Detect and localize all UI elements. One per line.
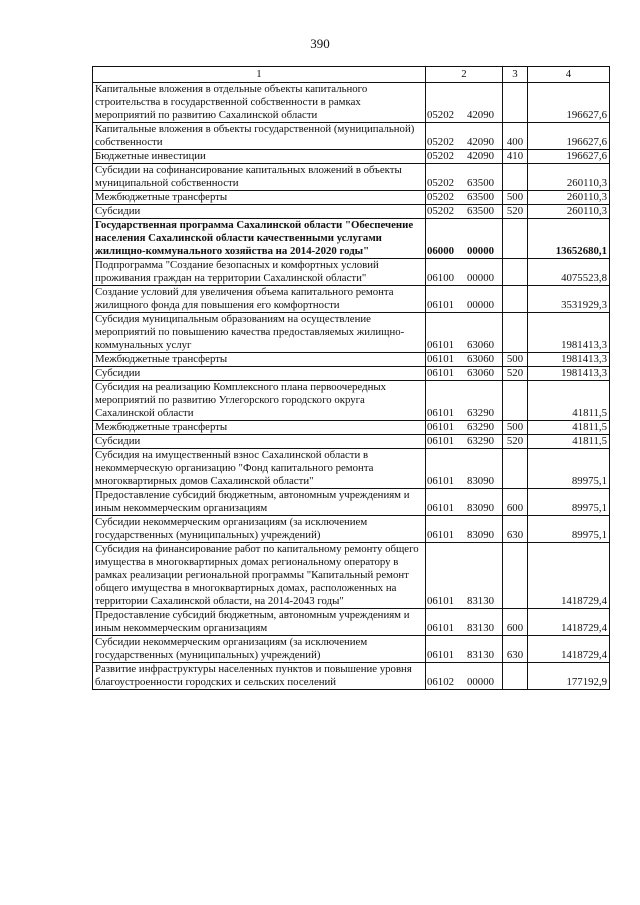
row-expense-type: 630 xyxy=(503,636,528,663)
row-program-code: 06101 xyxy=(427,339,454,351)
row-program-code: 06101 xyxy=(427,595,454,607)
row-name: Развитие инфраструктуры населенных пунктов и повышение уровня благоустроенности городских и сельских поселений xyxy=(93,663,426,690)
row-direction-code: 63500 xyxy=(467,191,494,203)
row-code-cell xyxy=(426,367,503,381)
row-code-cell xyxy=(426,421,503,435)
row-amount: 41811,5 xyxy=(528,421,610,435)
row-direction-code: 63290 xyxy=(467,421,494,433)
row-code-cell xyxy=(426,83,503,123)
row-direction-code: 83130 xyxy=(467,622,494,634)
table-row xyxy=(93,381,610,421)
row-name: Субсидия на финансирование работ по капитальному ремонту общего имущества в многоквартирных домах региональному оператору в рамках реализации региональной программы "Капитальный ремонт общего имущества в многоквартирных домах, расположенных на территории Сахалинской области, на 2014-2043 годы" xyxy=(93,543,426,609)
column-header-code: 2 xyxy=(426,67,503,83)
row-name: Капитальные вложения в объекты государственной (муниципальной) собственности xyxy=(93,123,426,150)
row-direction-code: 83130 xyxy=(467,649,494,661)
row-amount: 89975,1 xyxy=(528,516,610,543)
table-row xyxy=(93,435,610,449)
table-row xyxy=(93,609,610,636)
row-code-cell xyxy=(426,164,503,191)
row-name: Государственная программа Сахалинской области "Обеспечение населения Сахалинской области качественными услугами жилищно-коммунального хозяйства на 2014-2020 годы" xyxy=(93,219,426,259)
row-expense-type xyxy=(503,83,528,123)
table-row xyxy=(93,83,610,123)
row-direction-code: 63060 xyxy=(467,353,494,365)
row-expense-type: 600 xyxy=(503,609,528,636)
row-expense-type: 500 xyxy=(503,191,528,205)
table-row xyxy=(93,449,610,489)
row-program-code: 06101 xyxy=(427,529,454,541)
row-expense-type xyxy=(503,381,528,421)
row-name: Субсидии некоммерческим организациям (за исключением государственных (муниципальных) учреждений) xyxy=(93,636,426,663)
row-code-cell xyxy=(426,636,503,663)
row-direction-code: 00000 xyxy=(467,272,494,284)
row-code-cell xyxy=(426,313,503,353)
row-program-code: 06102 xyxy=(427,676,454,688)
table-row xyxy=(93,663,610,690)
row-program-code: 05202 xyxy=(427,177,454,189)
row-code-cell xyxy=(426,259,503,286)
table-row xyxy=(93,516,610,543)
row-expense-type: 500 xyxy=(503,353,528,367)
row-program-code: 06101 xyxy=(427,649,454,661)
table-row xyxy=(93,123,610,150)
row-expense-type xyxy=(503,543,528,609)
table-row xyxy=(93,489,610,516)
row-program-code: 06101 xyxy=(427,622,454,634)
row-code-cell xyxy=(426,191,503,205)
row-amount: 196627,6 xyxy=(528,83,610,123)
row-direction-code: 42090 xyxy=(467,109,494,121)
row-name: Предоставление субсидий бюджетным, автономным учреждениям и иным некоммерческим организациям xyxy=(93,609,426,636)
column-header-type: 3 xyxy=(503,67,528,83)
row-program-code: 06101 xyxy=(427,407,454,419)
row-direction-code: 63500 xyxy=(467,177,494,189)
row-code-cell xyxy=(426,543,503,609)
row-amount: 89975,1 xyxy=(528,449,610,489)
row-direction-code: 83090 xyxy=(467,529,494,541)
row-direction-code: 42090 xyxy=(467,136,494,148)
row-name: Подпрограмма "Создание безопасных и комфортных условий проживания граждан на территории Сахалинской области" xyxy=(93,259,426,286)
table-row xyxy=(93,636,610,663)
row-amount: 260110,3 xyxy=(528,205,610,219)
row-program-code: 06101 xyxy=(427,299,454,311)
row-amount: 41811,5 xyxy=(528,381,610,421)
row-name: Межбюджетные трансферты xyxy=(93,191,426,205)
row-amount: 196627,6 xyxy=(528,123,610,150)
page-number: 390 xyxy=(310,36,330,51)
row-direction-code: 83090 xyxy=(467,502,494,514)
row-amount: 1981413,3 xyxy=(528,353,610,367)
row-direction-code: 00000 xyxy=(467,245,494,257)
row-name: Создание условий для увеличения объема капитального ремонта жилищного фонда для повышения его комфортности xyxy=(93,286,426,313)
row-program-code: 06101 xyxy=(427,502,454,514)
row-amount: 3531929,3 xyxy=(528,286,610,313)
row-code-cell xyxy=(426,123,503,150)
budget-table xyxy=(92,66,610,690)
table-row xyxy=(93,543,610,609)
row-expense-type: 520 xyxy=(503,435,528,449)
row-name: Субсидии xyxy=(93,435,426,449)
row-name: Субсидии xyxy=(93,205,426,219)
row-direction-code: 63290 xyxy=(467,407,494,419)
row-direction-code: 00000 xyxy=(467,676,494,688)
row-direction-code: 63060 xyxy=(467,367,494,379)
row-name: Субсидии на софинансирование капитальных вложений в объекты муниципальной собственности xyxy=(93,164,426,191)
row-expense-type: 410 xyxy=(503,150,528,164)
row-name: Субсидия на реализацию Комплексного плана первоочередных мероприятий по развитию Углегорского городского округа Сахалинской области xyxy=(93,381,426,421)
row-name: Субсидии некоммерческим организациям (за исключением государственных (муниципальных) учреждений) xyxy=(93,516,426,543)
table-row xyxy=(93,259,610,286)
row-program-code: 06101 xyxy=(427,475,454,487)
row-expense-type xyxy=(503,449,528,489)
row-expense-type: 600 xyxy=(503,489,528,516)
row-direction-code: 63290 xyxy=(467,435,494,447)
row-expense-type xyxy=(503,313,528,353)
row-expense-type: 520 xyxy=(503,205,528,219)
row-direction-code: 00000 xyxy=(467,299,494,311)
row-code-cell xyxy=(426,663,503,690)
row-amount: 4075523,8 xyxy=(528,259,610,286)
row-program-code: 06000 xyxy=(427,245,454,257)
row-name: Капитальные вложения в отдельные объекты капитального строительства в государственной собственности в рамках мероприятий по развитию Сахалинской области xyxy=(93,83,426,123)
row-amount: 1418729,4 xyxy=(528,636,610,663)
row-amount: 196627,6 xyxy=(528,150,610,164)
row-expense-type xyxy=(503,219,528,259)
table-row xyxy=(93,164,610,191)
row-program-code: 05202 xyxy=(427,109,454,121)
row-amount: 1418729,4 xyxy=(528,609,610,636)
row-direction-code: 42090 xyxy=(467,150,494,162)
row-amount: 260110,3 xyxy=(528,164,610,191)
row-name: Межбюджетные трансферты xyxy=(93,353,426,367)
row-code-cell xyxy=(426,516,503,543)
table-row xyxy=(93,219,610,259)
table-row xyxy=(93,191,610,205)
row-direction-code: 63060 xyxy=(467,339,494,351)
row-name: Субсидии xyxy=(93,367,426,381)
column-header-amount: 4 xyxy=(528,67,610,83)
row-name: Предоставление субсидий бюджетным, автономным учреждениям и иным некоммерческим организациям xyxy=(93,489,426,516)
row-code-cell xyxy=(426,219,503,259)
column-header-row xyxy=(93,67,610,83)
column-header-name: 1 xyxy=(93,67,426,83)
table-row xyxy=(93,367,610,381)
row-code-cell xyxy=(426,435,503,449)
row-name: Субсидия муниципальным образованиям на осуществление мероприятий по повышению качества предоставляемых жилищно-коммунальных услуг xyxy=(93,313,426,353)
row-amount: 1981413,3 xyxy=(528,367,610,381)
table-row xyxy=(93,313,610,353)
row-amount: 260110,3 xyxy=(528,191,610,205)
row-expense-type: 400 xyxy=(503,123,528,150)
row-program-code: 05202 xyxy=(427,136,454,148)
row-expense-type xyxy=(503,663,528,690)
row-program-code: 05202 xyxy=(427,191,454,203)
row-program-code: 06101 xyxy=(427,367,454,379)
row-expense-type: 520 xyxy=(503,367,528,381)
row-expense-type xyxy=(503,259,528,286)
row-expense-type xyxy=(503,164,528,191)
row-program-code: 06101 xyxy=(427,421,454,433)
row-amount: 41811,5 xyxy=(528,435,610,449)
table-row xyxy=(93,205,610,219)
table-row xyxy=(93,286,610,313)
row-expense-type: 630 xyxy=(503,516,528,543)
row-code-cell xyxy=(426,489,503,516)
row-expense-type: 500 xyxy=(503,421,528,435)
row-code-cell xyxy=(426,381,503,421)
row-name: Межбюджетные трансферты xyxy=(93,421,426,435)
row-code-cell xyxy=(426,353,503,367)
row-direction-code: 83130 xyxy=(467,595,494,607)
row-amount: 1981413,3 xyxy=(528,313,610,353)
row-amount: 1418729,4 xyxy=(528,543,610,609)
row-name: Бюджетные инвестиции xyxy=(93,150,426,164)
row-program-code: 06101 xyxy=(427,435,454,447)
row-name: Субсидия на имущественный взнос Сахалинской области в некоммерческую организацию "Фонд капитального ремонта многоквартирных домов Сахалинской области" xyxy=(93,449,426,489)
table-row xyxy=(93,421,610,435)
row-expense-type xyxy=(503,286,528,313)
row-program-code: 06101 xyxy=(427,353,454,365)
row-program-code: 05202 xyxy=(427,150,454,162)
row-code-cell xyxy=(426,449,503,489)
row-code-cell xyxy=(426,150,503,164)
row-direction-code: 83090 xyxy=(467,475,494,487)
row-program-code: 05202 xyxy=(427,205,454,217)
row-amount: 177192,9 xyxy=(528,663,610,690)
row-amount: 89975,1 xyxy=(528,489,610,516)
row-program-code: 06100 xyxy=(427,272,454,284)
row-amount: 13652680,1 xyxy=(528,219,610,259)
table-row xyxy=(93,150,610,164)
row-direction-code: 63500 xyxy=(467,205,494,217)
row-code-cell xyxy=(426,609,503,636)
table-row xyxy=(93,353,610,367)
row-code-cell xyxy=(426,286,503,313)
row-code-cell xyxy=(426,205,503,219)
